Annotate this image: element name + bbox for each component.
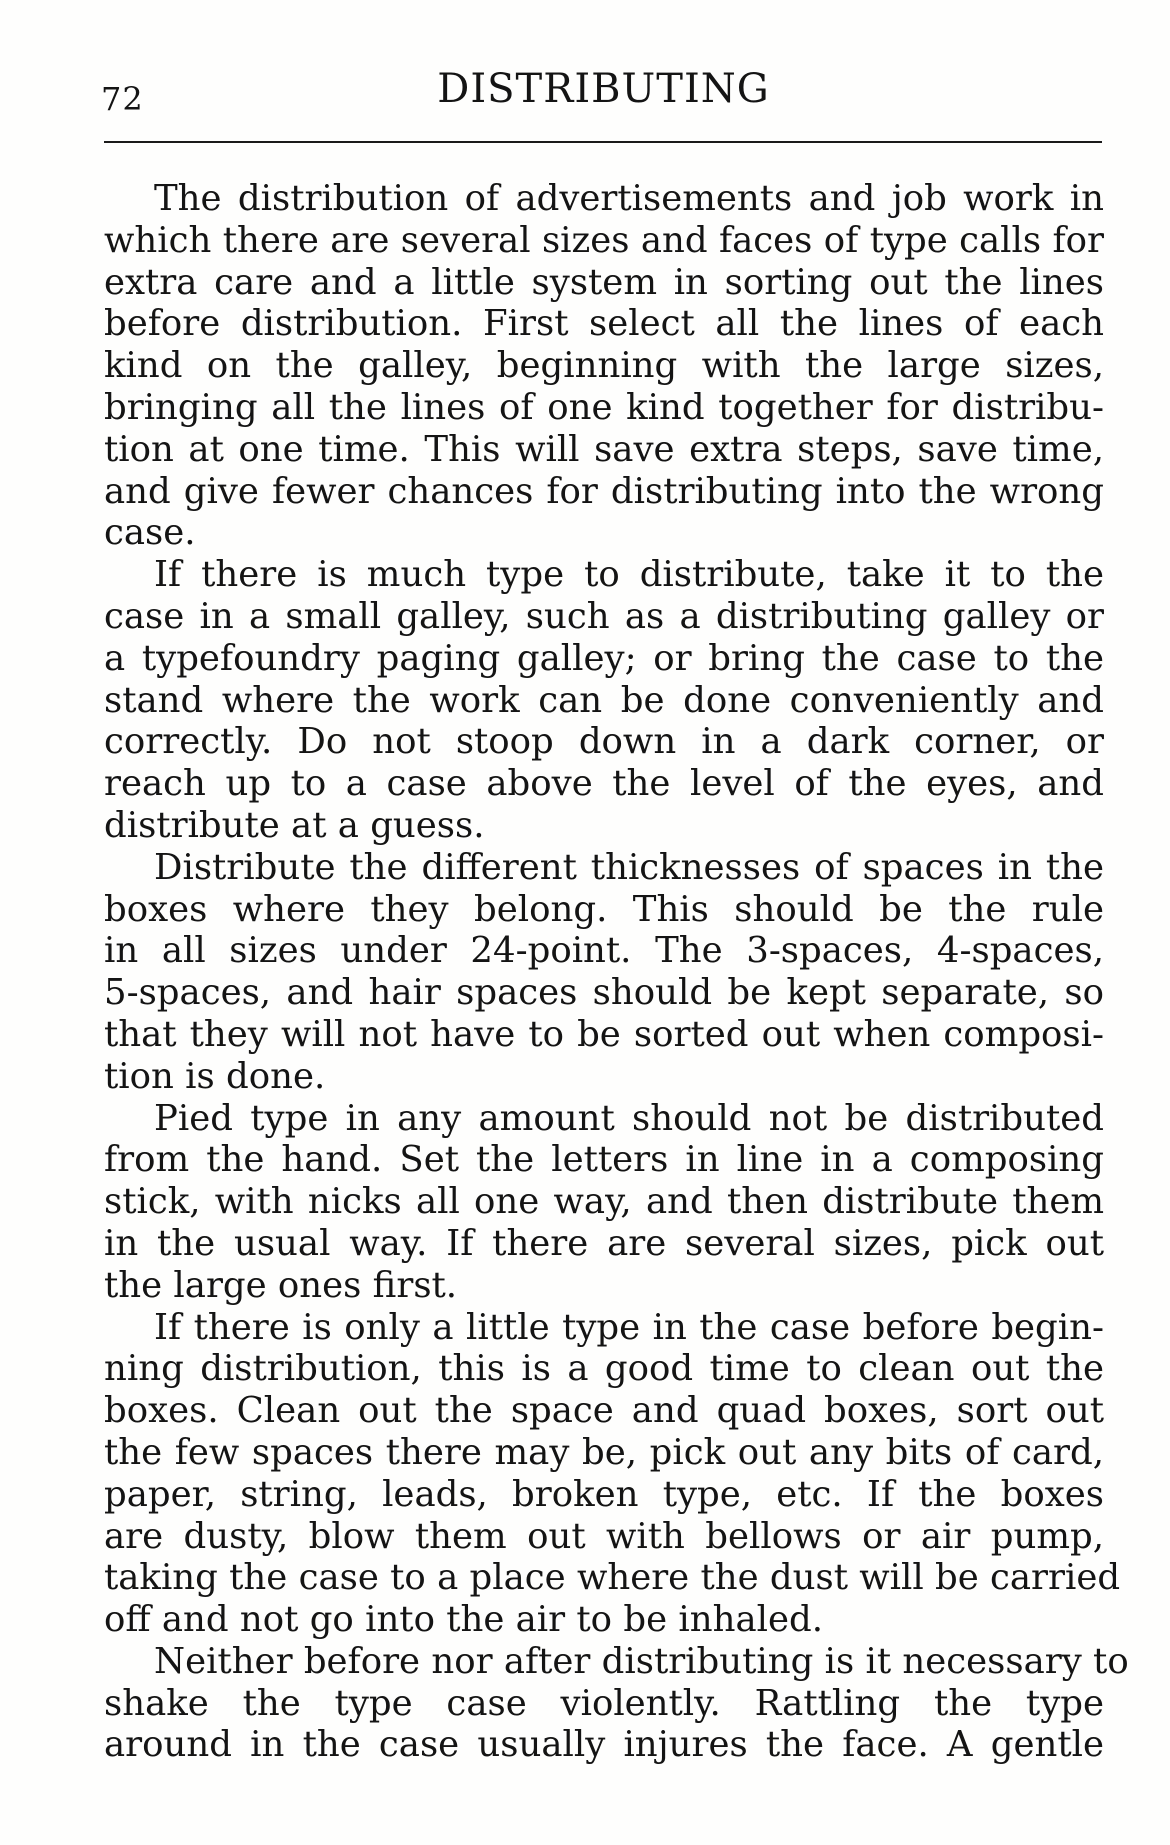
text-line: the large ones first. [104, 1264, 458, 1306]
text-line: case. [104, 512, 196, 554]
running-head: DISTRIBUTING [437, 66, 770, 112]
text-line: and give fewer chances for distributing into the wrong [104, 470, 1104, 512]
text-line: which there are several sizes and faces of type calls for [104, 219, 1104, 261]
text-line: the few spaces there may be, pick out any bits of card, [104, 1431, 1104, 1473]
text-line: before distribution. First select all the lines of each [104, 303, 1104, 345]
text-line: from the hand. Set the letters in line in a composing [104, 1139, 1104, 1181]
text-line: shake the type case violently. Rattling the type [104, 1682, 1104, 1724]
text-line: taking the case to a place where the dust will be carried [104, 1557, 1121, 1599]
text-line: paper, string, leads, broken type, etc. If the boxes [104, 1473, 1104, 1515]
page-header [101, 55, 1106, 118]
body-text [104, 178, 1129, 1766]
text-line: tion at one time. This will save extra steps, save time, [104, 428, 1104, 470]
text-line: off and not go into the air to be inhaled. [104, 1599, 823, 1641]
text-line: that they will not have to be sorted out when composi- [104, 1013, 1104, 1055]
page-number: 72 [101, 80, 144, 118]
paragraph [104, 1098, 1104, 1307]
text-line: If there is much type to distribute, take it to the [154, 554, 1104, 596]
paragraph [104, 847, 1104, 1098]
paragraph [104, 178, 1104, 554]
text-line: Neither before nor after distributing is it necessary to [154, 1640, 1129, 1682]
text-line: Pied type in any amount should not be distributed [154, 1097, 1104, 1139]
text-line: extra care and a little system in sorting out the lines [104, 261, 1104, 303]
paragraph [104, 1306, 1121, 1641]
text-line: reach up to a case above the level of the eyes, and [104, 763, 1104, 805]
text-line: in all sizes under 24-point. The 3-spaces, 4-spaces, [104, 930, 1104, 972]
text-line: boxes. Clean out the space and quad boxes, sort out [104, 1390, 1104, 1432]
text-line: boxes where they belong. This should be the rule [104, 888, 1104, 930]
header-rule [104, 141, 1102, 143]
text-line: kind on the galley, beginning with the large sizes, [104, 345, 1104, 387]
text-line: around in the case usually injures the face. A gentle [104, 1724, 1104, 1766]
text-line: correctly. Do not stoop down in a dark corner, or [104, 721, 1104, 763]
text-line: distribute at a guess. [104, 804, 485, 846]
text-line: are dusty, blow them out with bellows or air pump, [104, 1515, 1104, 1557]
text-line: stand where the work can be done conveniently and [104, 679, 1104, 721]
text-line: a typefoundry paging galley; or bring the case to the [104, 637, 1104, 679]
text-line: If there is only a little type in the case before begin- [154, 1306, 1104, 1348]
text-line: stick, with nicks all one way, and then distribute them [104, 1181, 1104, 1223]
text-line: tion is done. [104, 1055, 326, 1097]
text-line: 5-spaces, and hair spaces should be kept separate, so [104, 972, 1104, 1014]
text-line: bringing all the lines of one kind together for distribu- [104, 386, 1104, 428]
paragraph [104, 554, 1104, 847]
text-line: ning distribution, this is a good time to clean out the [104, 1348, 1104, 1390]
text-line: in the usual way. If there are several sizes, pick out [104, 1222, 1104, 1264]
paragraph [104, 1640, 1129, 1766]
text-line: The distribution of advertisements and job work in [154, 178, 1104, 219]
text-line: case in a small galley, such as a distributing galley or [104, 595, 1104, 637]
text-line: Distribute the different thicknesses of spaces in the [154, 846, 1104, 888]
